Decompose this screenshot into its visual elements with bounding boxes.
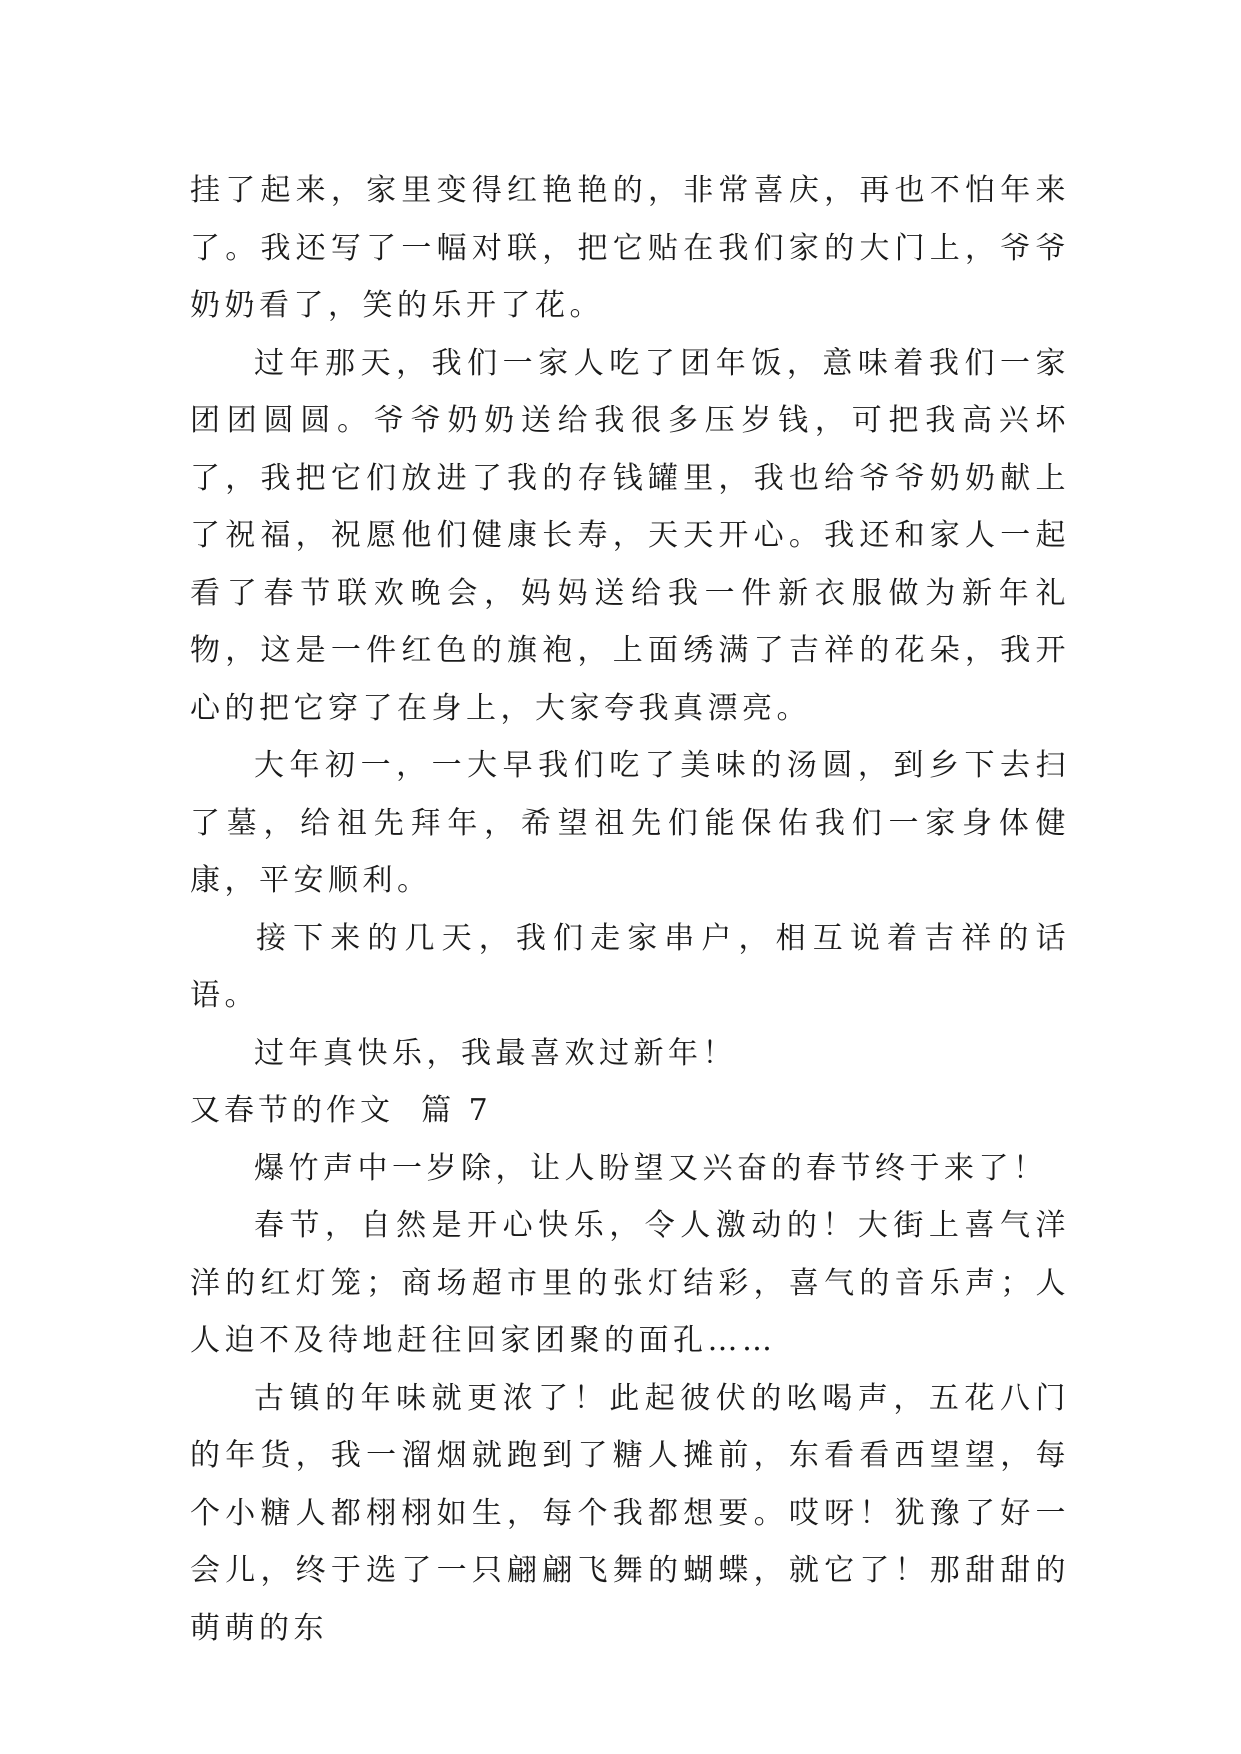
section-heading: 又春节的作文 篇 7 — [190, 1093, 492, 1128]
paragraph-1: 挂了起来，家里变得红艳艳的，非常喜庆，再也不怕年来了。我还写了一幅对联，把它贴在我们家的大门上，爷爷奶奶看了，笑的乐开了花。 — [190, 173, 1070, 323]
section-paragraph-1: 爆竹声中一岁除，让人盼望又兴奋的春节终于来了！ — [254, 1150, 1048, 1186]
paragraph-2: 过年那天，我们一家人吃了团年饭，意味着我们一家团团圆圆。爷爷奶奶送给我很多压岁钱，可把我高兴坏了，我把它们放进了我的存钱罐里，我也给爷爷奶奶献上了祝福，祝愿他们健康长寿，天天开心。我还和家人一起看了春节联欢晚会，妈妈送给我一件新衣服做为新年礼物，这是一件红色的旗袍，上面绣满了吉祥的花朵，我开心的把它穿了在身上，大家夸我真漂亮。 — [190, 345, 1070, 726]
paragraph-3: 大年初一，一大早我们吃了美味的汤圆，到乡下去扫了墓，给祖先拜年，希望祖先们能保佑我们一家身体健康，平安顺利。 — [190, 748, 1070, 898]
section-paragraph-2: 春节，自然是开心快乐，令人激动的！大街上喜气洋洋的红灯笼；商场超市里的张灯结彩，喜气的音乐声；人人迫不及待地赶往回家团聚的面孔…… — [190, 1208, 1070, 1358]
paragraph-5: 过年真快乐，我最喜欢过新年！ — [254, 1035, 737, 1071]
section-paragraph-3: 古镇的年味就更浓了！此起彼伏的吆喝声，五花八门的年货，我一溜烟就跑到了糖人摊前，东看看西望望，每个小糖人都栩栩如生，每个我都想要。哎呀！犹豫了好一会儿，终于选了一只翩翩飞舞的蝴蝶，就它了！那甜甜的萌萌的东 — [190, 1380, 1070, 1646]
paragraph-4: 接下来的几天，我们走家串户，相互说着吉祥的话语。 — [190, 920, 1070, 1013]
document-body — [190, 162, 1070, 1657]
